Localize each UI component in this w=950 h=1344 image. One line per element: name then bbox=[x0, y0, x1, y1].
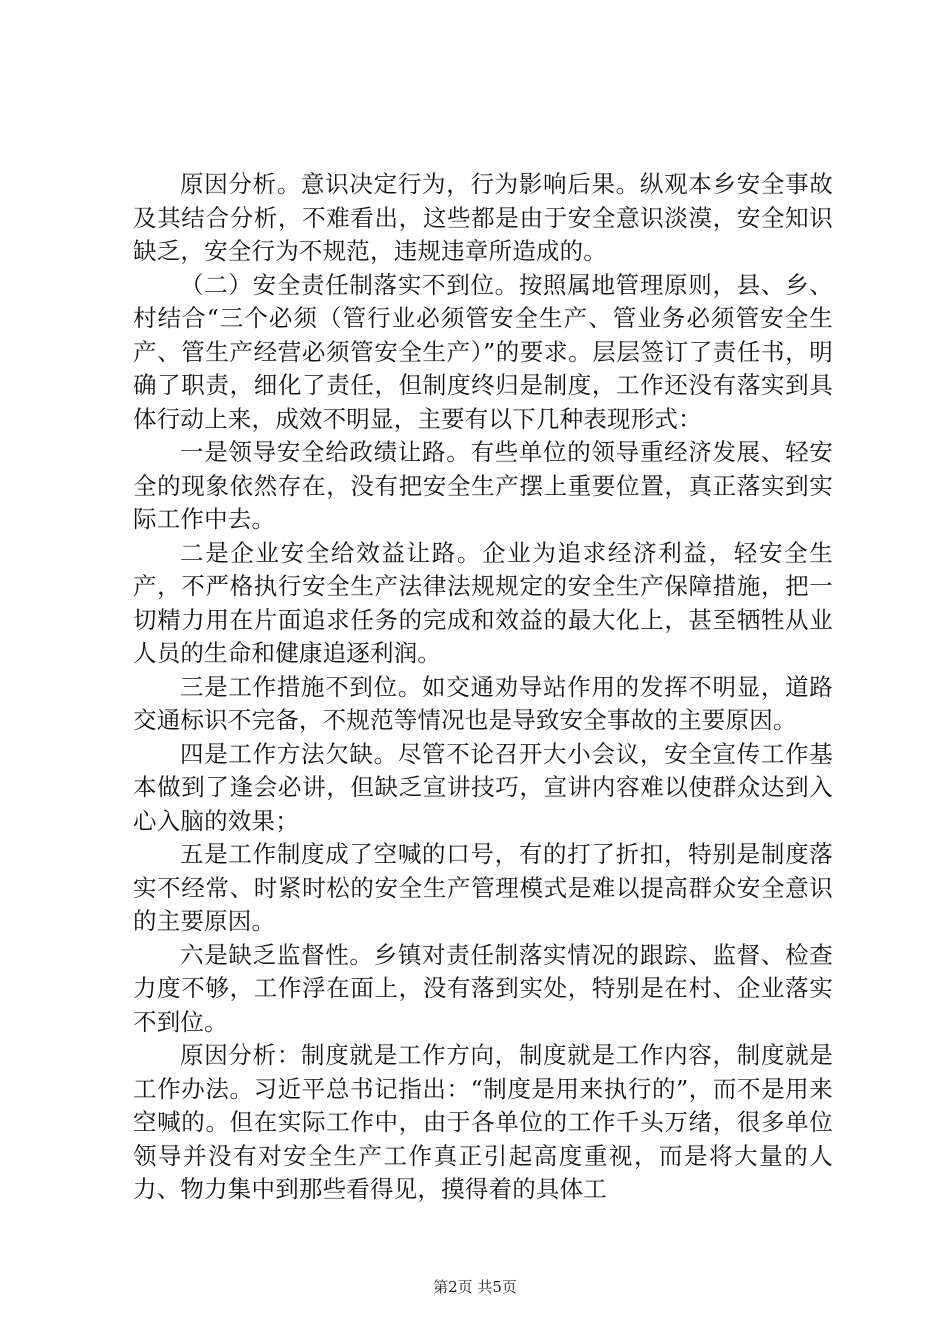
paragraph: （二）安全责任制落实不到位。按照属地管理原则，县、乡、村结合“三个必须（管行业必须管安全生产、管业务必须管安全生产、管生产经营必须管安全生产）”的要求。层层签订了责任书，明确了职责，细化了责任，但制度终归是制度，工作还没有落实到具体行动上来，成效不明显，主要有以下几种表现形式： bbox=[133, 270, 833, 433]
paragraph: 原因分析：制度就是工作方向，制度就是工作内容，制度就是工作办法。习近平总书记指出：“制度是用来执行的”，而不是用来空喊的。但在实际工作中，由于各单位的工作千头万绪，很多单位领导并没有对安全生产工作真正引起高度重视，而是将大量的人力、物力集中到那些看得见，摸得着的具体工 bbox=[133, 1041, 833, 1203]
paragraph: 三是工作措施不到位。如交通劝导站作用的发挥不明显，道路交通标识不完备，不规范等情况也是导致安全事故的主要原因。 bbox=[133, 672, 833, 734]
paragraph: 五是工作制度成了空喊的口号，有的打了折扣，特别是制度落实不经常、时紧时松的安全生产管理模式是难以提高群众安全意识的主要原因。 bbox=[133, 840, 833, 935]
paragraph: 四是工作方法欠缺。尽管不论召开大小会议，安全宣传工作基本做到了逢会必讲，但缺乏宣讲技巧，宣讲内容难以使群众达到入心入脑的效果； bbox=[133, 739, 833, 835]
paragraph: 二是企业安全给效益让路。企业为追求经济利益，轻安全生产，不严格执行安全生产法律法规规定的安全生产保障措施，把一切精力用在片面追求任务的完成和效益的最大化上，甚至牺牲从业人员的生命和健康追逐利润。 bbox=[133, 538, 833, 667]
document-body bbox=[133, 168, 833, 1207]
paragraph: 原因分析。意识决定行为，行为影响后果。纵观本乡安全事故及其结合分析，不难看出，这些都是由于安全意识淡漠，安全知识缺乏，安全行为不规范，违规违章所造成的。 bbox=[133, 170, 833, 265]
paragraph: 六是缺乏监督性。乡镇对责任制落实情况的跟踪、监督、检查力度不够，工作浮在面上，没有落到实处，特别是在村、企业落实不到位。 bbox=[133, 940, 833, 1036]
paragraph: 一是领导安全给政绩让路。有些单位的领导重经济发展、轻安全的现象依然存在，没有把安全生产摆上重要位置，真正落实到实际工作中去。 bbox=[133, 438, 833, 533]
page-number-footer: 第2页 共5页 bbox=[433, 1278, 517, 1296]
